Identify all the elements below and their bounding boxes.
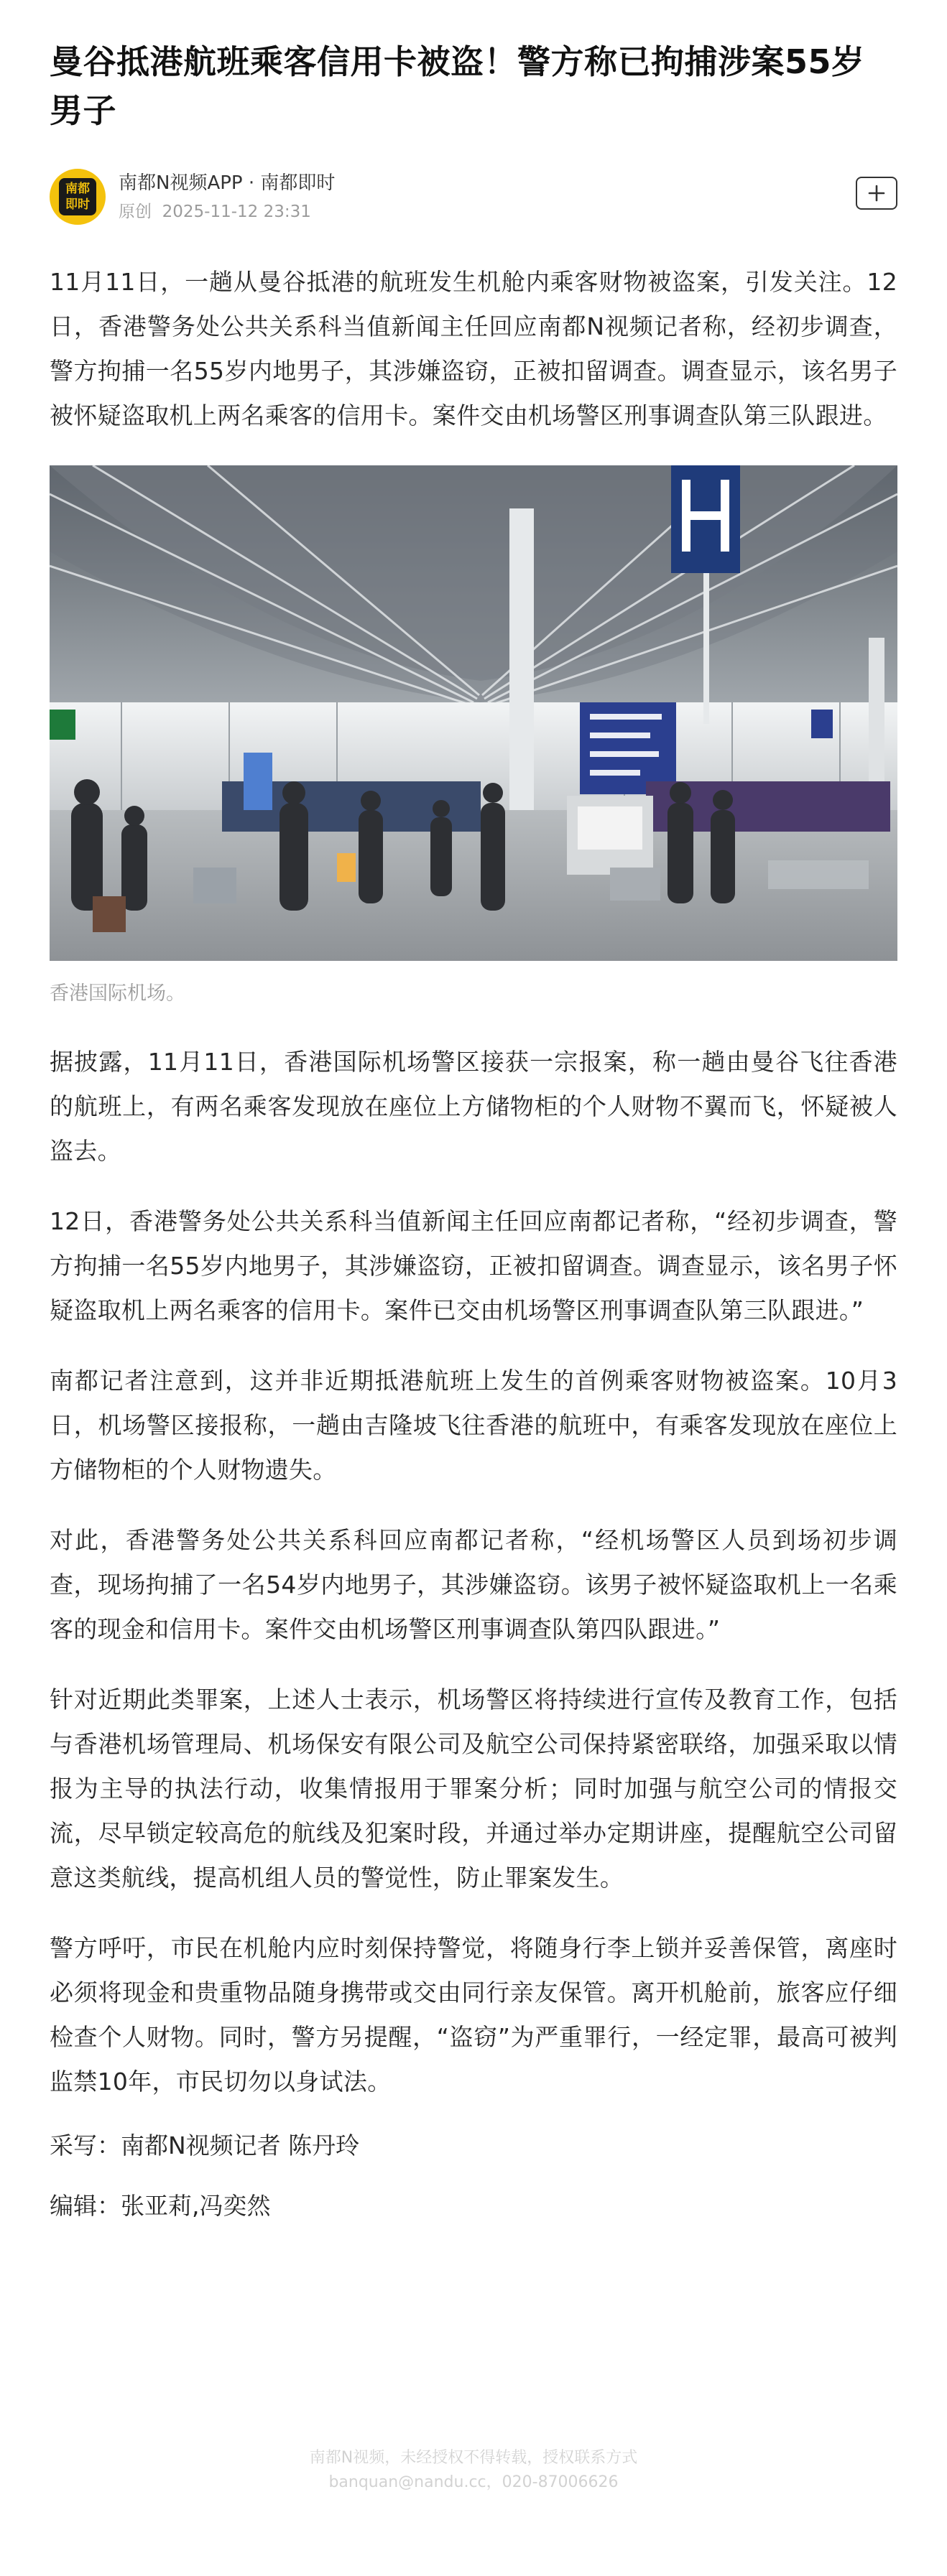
- publish-info: [119, 202, 335, 222]
- paragraph-5: 对此，香港警务处公共关系科回应南都记者称，“经机场警区人员到场初步调查，现场拘捕了一名54岁内地男子，其涉嫌盗窃。该男子被怀疑盗取机上一名乘客的现金和信用卡。案件交由机场警区刑事调查队第四队跟进。”: [50, 1526, 897, 1643]
- plus-icon: [867, 183, 887, 203]
- writer-credit: 采写：南都N视频记者 陈丹玲: [50, 2131, 360, 2159]
- image-caption: 香港国际机场。: [50, 982, 185, 1005]
- paragraph-3: 12日，香港警务处公共关系科当值新闻主任回应南都记者称，“经初步调查，警方拘捕一名55岁内地男子，其涉嫌盗窃，正被扣留调查。调查显示，该名男子怀疑盗取机上两名乘客的信用卡。案件已交由机场警区刑事调查队第三队跟进。”: [50, 1207, 897, 1324]
- source-name[interactable]: 南都N视频APP · 南都即时: [119, 172, 336, 194]
- editor-credit: 编辑：张亚莉,冯奕然: [50, 2192, 271, 2220]
- article-title: 曼谷抵港航班乘客信用卡被盗！警方称已拘捕涉案55岁男子: [50, 42, 865, 130]
- airport-terminal-image: [50, 465, 897, 961]
- paragraph-7: 警方呼吁，市民在机舱内应时刻保持警觉，将随身行李上锁并妥善保管，离座时必须将现金和贵重物品随身携带或交由同行亲友保管。离开机舱前，旅客应仔细检查个人财物。同时，警方另提醒，“盗窃”为严重罪行，一经定罪，最高可被判监禁10年，市民切勿以身试法。: [50, 1934, 897, 2096]
- copyright-line-1: 南都N视频，未经授权不得转载，授权联系方式: [309, 2449, 638, 2467]
- publish-date: 2025-11-12 23:31: [162, 203, 311, 221]
- follow-button[interactable]: [856, 177, 897, 210]
- copyright-footer: [0, 2446, 947, 2495]
- article-photo[interactable]: [50, 465, 897, 961]
- paragraph-2: 据披露，11月11日，香港国际机场警区接获一宗报案，称一趟由曼谷飞往香港的航班上，有两名乘客发现放在座位上方储物柜的个人财物不翼而飞，怀疑被人盗去。: [50, 1048, 897, 1165]
- source-logo: 南都 即时: [59, 178, 96, 215]
- article-meta: [50, 167, 897, 227]
- source-avatar[interactable]: [50, 169, 106, 225]
- paragraph-6: 针对近期此类罪案，上述人士表示，机场警区将持续进行宣传及教育工作，包括与香港机场管理局、机场保安有限公司及航空公司保持紧密联络，加强采取以情报为主导的执法行动，收集情报用于罪案分析；同时加强与航空公司的情报交流，尽早锁定较高危的航线及犯案时段，并通过举办定期讲座，提醒航空公司留意这类航线，提高机组人员的警觉性，防止罪案发生。: [50, 1685, 897, 1892]
- original-tag: 原创: [119, 203, 152, 221]
- copyright-line-2: banquan@nandu.cc，020-87006626: [328, 2473, 619, 2491]
- paragraph-1: 11月11日，一趟从曼谷抵港的航班发生机舱内乘客财物被盗案，引发关注。12日，香港警务处公共关系科当值新闻主任回应南都N视频记者称，经初步调查，警方拘捕一名55岁内地男子，其涉嫌盗窃，正被扣留调查。调查显示，该名男子被怀疑盗取机上两名乘客的信用卡。案件交由机场警区刑事调查队第三队跟进。: [50, 268, 897, 429]
- paragraph-4: 南都记者注意到，这并非近期抵港航班上发生的首例乘客财物被盗案。10月3日，机场警区接报称，一趟由吉隆坡飞往香港的航班中，有乘客发现放在座位上方储物柜的个人财物遗失。: [50, 1367, 897, 1484]
- meta-text: [119, 172, 335, 222]
